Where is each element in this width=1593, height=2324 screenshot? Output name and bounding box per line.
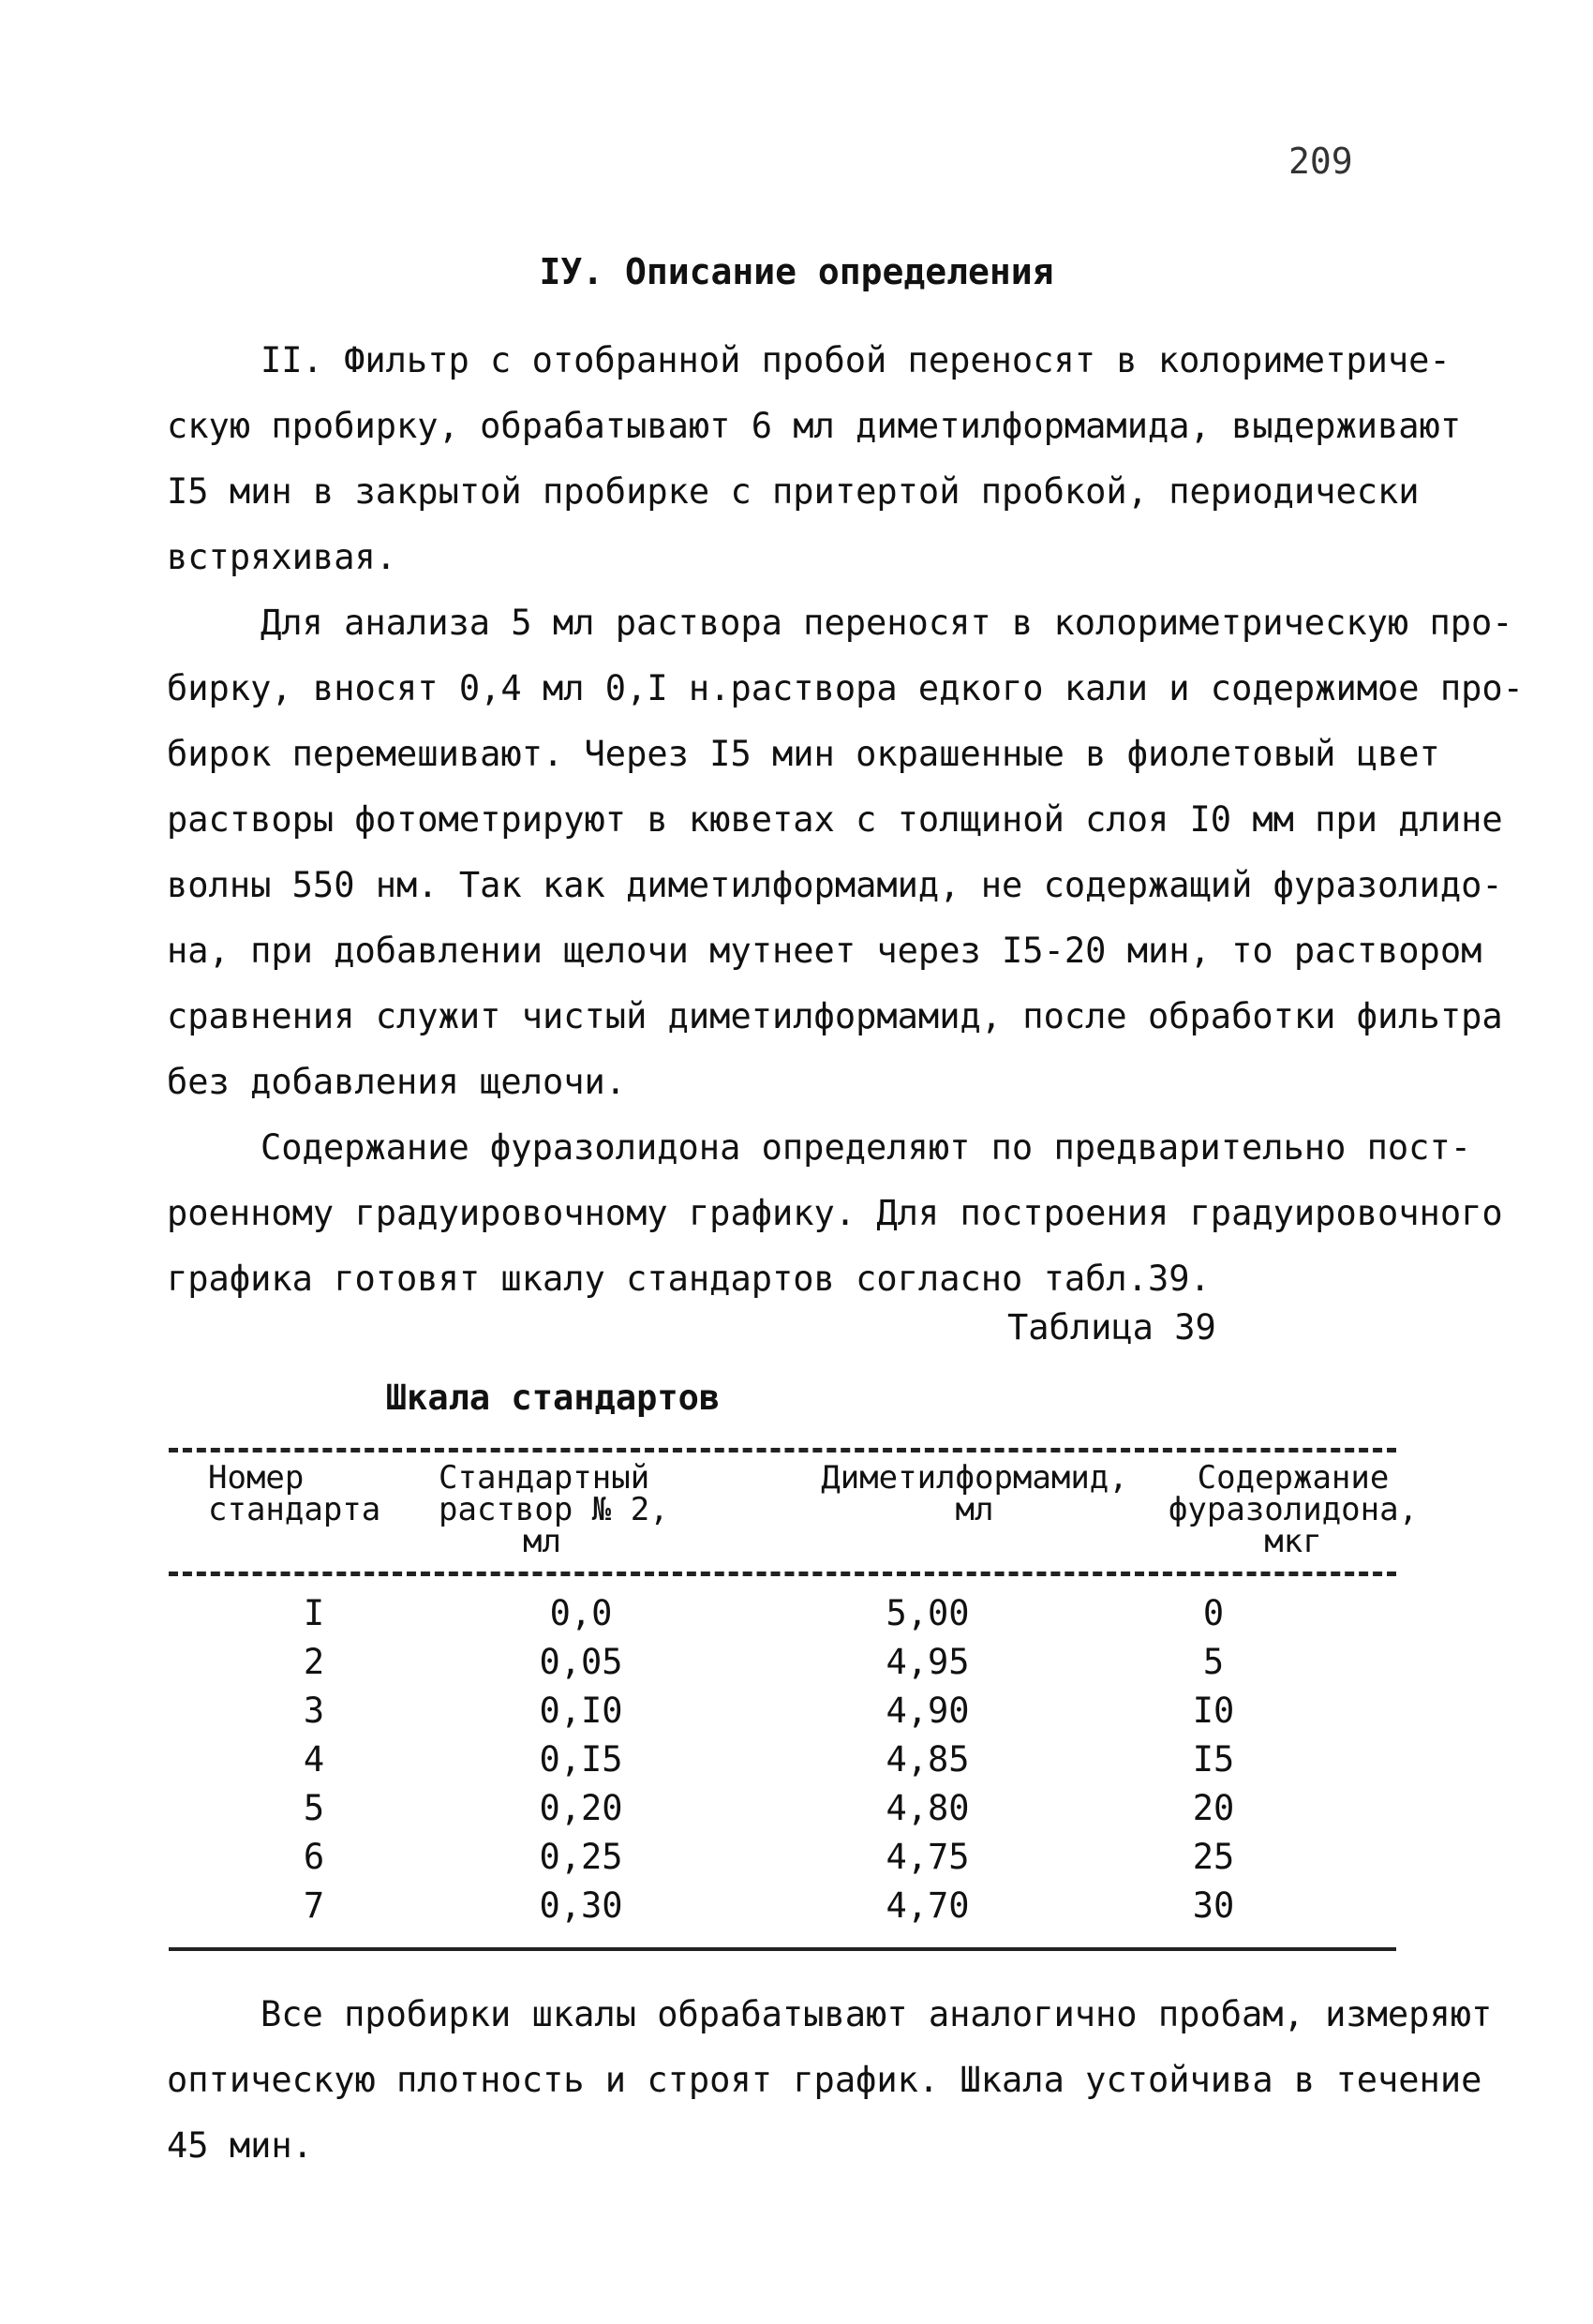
table-row	[0, 1593, 1593, 1642]
page-number: 209	[1288, 141, 1353, 182]
table-title: Шкала стандартов	[385, 1378, 721, 1418]
cell-dimethylformamide: 4,75	[886, 1837, 970, 1877]
text-line: без добавления щелочи.	[167, 1062, 627, 1102]
cell-number: 5	[303, 1788, 325, 1828]
cell-dimethylformamide: 4,90	[886, 1691, 970, 1731]
text-line: бирку, вносят 0,4 мл 0,I н.раствора едкого кали и содержимое про-	[167, 668, 1524, 708]
table-row	[0, 1837, 1593, 1885]
cell-furazolidone: 30	[1192, 1885, 1235, 1926]
header-line: Содержание	[1197, 1459, 1390, 1497]
text-line: встряхивая.	[167, 537, 397, 577]
table-body	[0, 1593, 1593, 1934]
column-header-number	[208, 1459, 381, 1528]
text-line: сравнения служит чистый диметилформамид, после обработки фильтра	[167, 996, 1503, 1036]
table-bottom-rule	[169, 1947, 1396, 1951]
table-row	[0, 1642, 1593, 1691]
header-line: мл	[523, 1523, 561, 1560]
cell-furazolidone: I5	[1192, 1739, 1235, 1780]
table-row	[0, 1691, 1593, 1739]
header-line: мкг	[1264, 1523, 1322, 1560]
header-line: раствор № 2,	[439, 1491, 669, 1528]
text-line: бирок перемешивают. Через I5 мин окрашенные в фиолетовый цвет	[167, 734, 1440, 774]
table-row	[0, 1739, 1593, 1788]
cell-number: 4	[303, 1739, 325, 1780]
paragraph-calibration	[167, 1115, 1503, 1312]
section-heading: IУ. Описание определения	[539, 251, 1054, 292]
header-line: стандарта	[208, 1491, 381, 1528]
text-line: II. Фильтр с отобранной пробой переносят в колориметриче-	[261, 340, 1451, 380]
cell-standard-solution: 0,I5	[539, 1739, 623, 1780]
cell-standard-solution: 0,05	[539, 1642, 623, 1682]
text-line: скую пробирку, обрабатывают 6 мл диметилформамида, выдерживают	[167, 406, 1462, 446]
paragraph-filter	[167, 328, 1462, 590]
text-line: графика готовят шкалу стандартов согласно табл.39.	[167, 1259, 1211, 1299]
text-line: на, при добавлении щелочи мутнеет через I5-20 мин, то раствором	[167, 931, 1482, 971]
cell-dimethylformamide: 5,00	[886, 1593, 970, 1633]
column-header-furazolidone-content	[1162, 1459, 1424, 1560]
cell-number: 6	[303, 1837, 325, 1877]
header-line: мл	[955, 1491, 994, 1528]
table-caption: Таблица 39	[1007, 1307, 1216, 1348]
cell-standard-solution: 0,I0	[539, 1691, 623, 1731]
cell-number: I	[303, 1593, 325, 1633]
cell-furazolidone: I0	[1192, 1691, 1235, 1731]
text-line: I5 мин в закрытой пробирке с притертой пробкой, периодически	[167, 471, 1420, 512]
header-line: фуразолидона,	[1168, 1491, 1419, 1528]
column-header-standard-solution	[439, 1459, 669, 1560]
cell-dimethylformamide: 4,80	[886, 1788, 970, 1828]
table-header-rule	[169, 1572, 1396, 1576]
header-line: Стандартный	[439, 1459, 650, 1497]
header-line: Диметилформамид,	[821, 1459, 1128, 1497]
cell-number: 3	[303, 1691, 325, 1731]
cell-dimethylformamide: 4,85	[886, 1739, 970, 1780]
cell-furazolidone: 5	[1202, 1642, 1225, 1682]
cell-number: 2	[303, 1642, 325, 1682]
cell-furazolidone: 20	[1192, 1788, 1235, 1828]
cell-dimethylformamide: 4,95	[886, 1642, 970, 1682]
table-row	[0, 1885, 1593, 1934]
table-row	[0, 1788, 1593, 1837]
table-top-rule	[169, 1448, 1396, 1452]
cell-dimethylformamide: 4,70	[886, 1885, 970, 1926]
header-line: Номер	[208, 1459, 305, 1497]
cell-furazolidone: 25	[1192, 1837, 1235, 1877]
cell-standard-solution: 0,30	[539, 1885, 623, 1926]
text-line: Содержание фуразолидона определяют по предварительно пост-	[261, 1127, 1472, 1168]
paragraph-scale-stability	[167, 1982, 1493, 2179]
text-line: растворы фотометрируют в кюветах с толщиной слоя I0 мм при длине	[167, 799, 1503, 840]
cell-standard-solution: 0,0	[549, 1593, 613, 1633]
cell-standard-solution: 0,25	[539, 1837, 623, 1877]
paragraph-analysis	[167, 590, 1524, 1115]
text-line: волны 550 нм. Так как диметилформамид, не содержащий фуразолидо-	[167, 865, 1503, 905]
text-line: оптическую плотность и строят график. Шкала устойчива в течение	[167, 2060, 1482, 2100]
text-line: Все пробирки шкалы обрабатывают аналогично пробам, измеряют	[261, 1994, 1493, 2034]
cell-number: 7	[303, 1885, 325, 1926]
cell-furazolidone: 0	[1202, 1593, 1225, 1633]
text-line: Для анализа 5 мл раствора переносят в колориметрическую про-	[261, 603, 1513, 643]
cell-standard-solution: 0,20	[539, 1788, 623, 1828]
text-line: 45 мин.	[167, 2125, 313, 2166]
column-header-dimethylformamide	[815, 1459, 1134, 1528]
text-line: роенному градуировочному графику. Для построения градуировочного	[167, 1193, 1503, 1233]
